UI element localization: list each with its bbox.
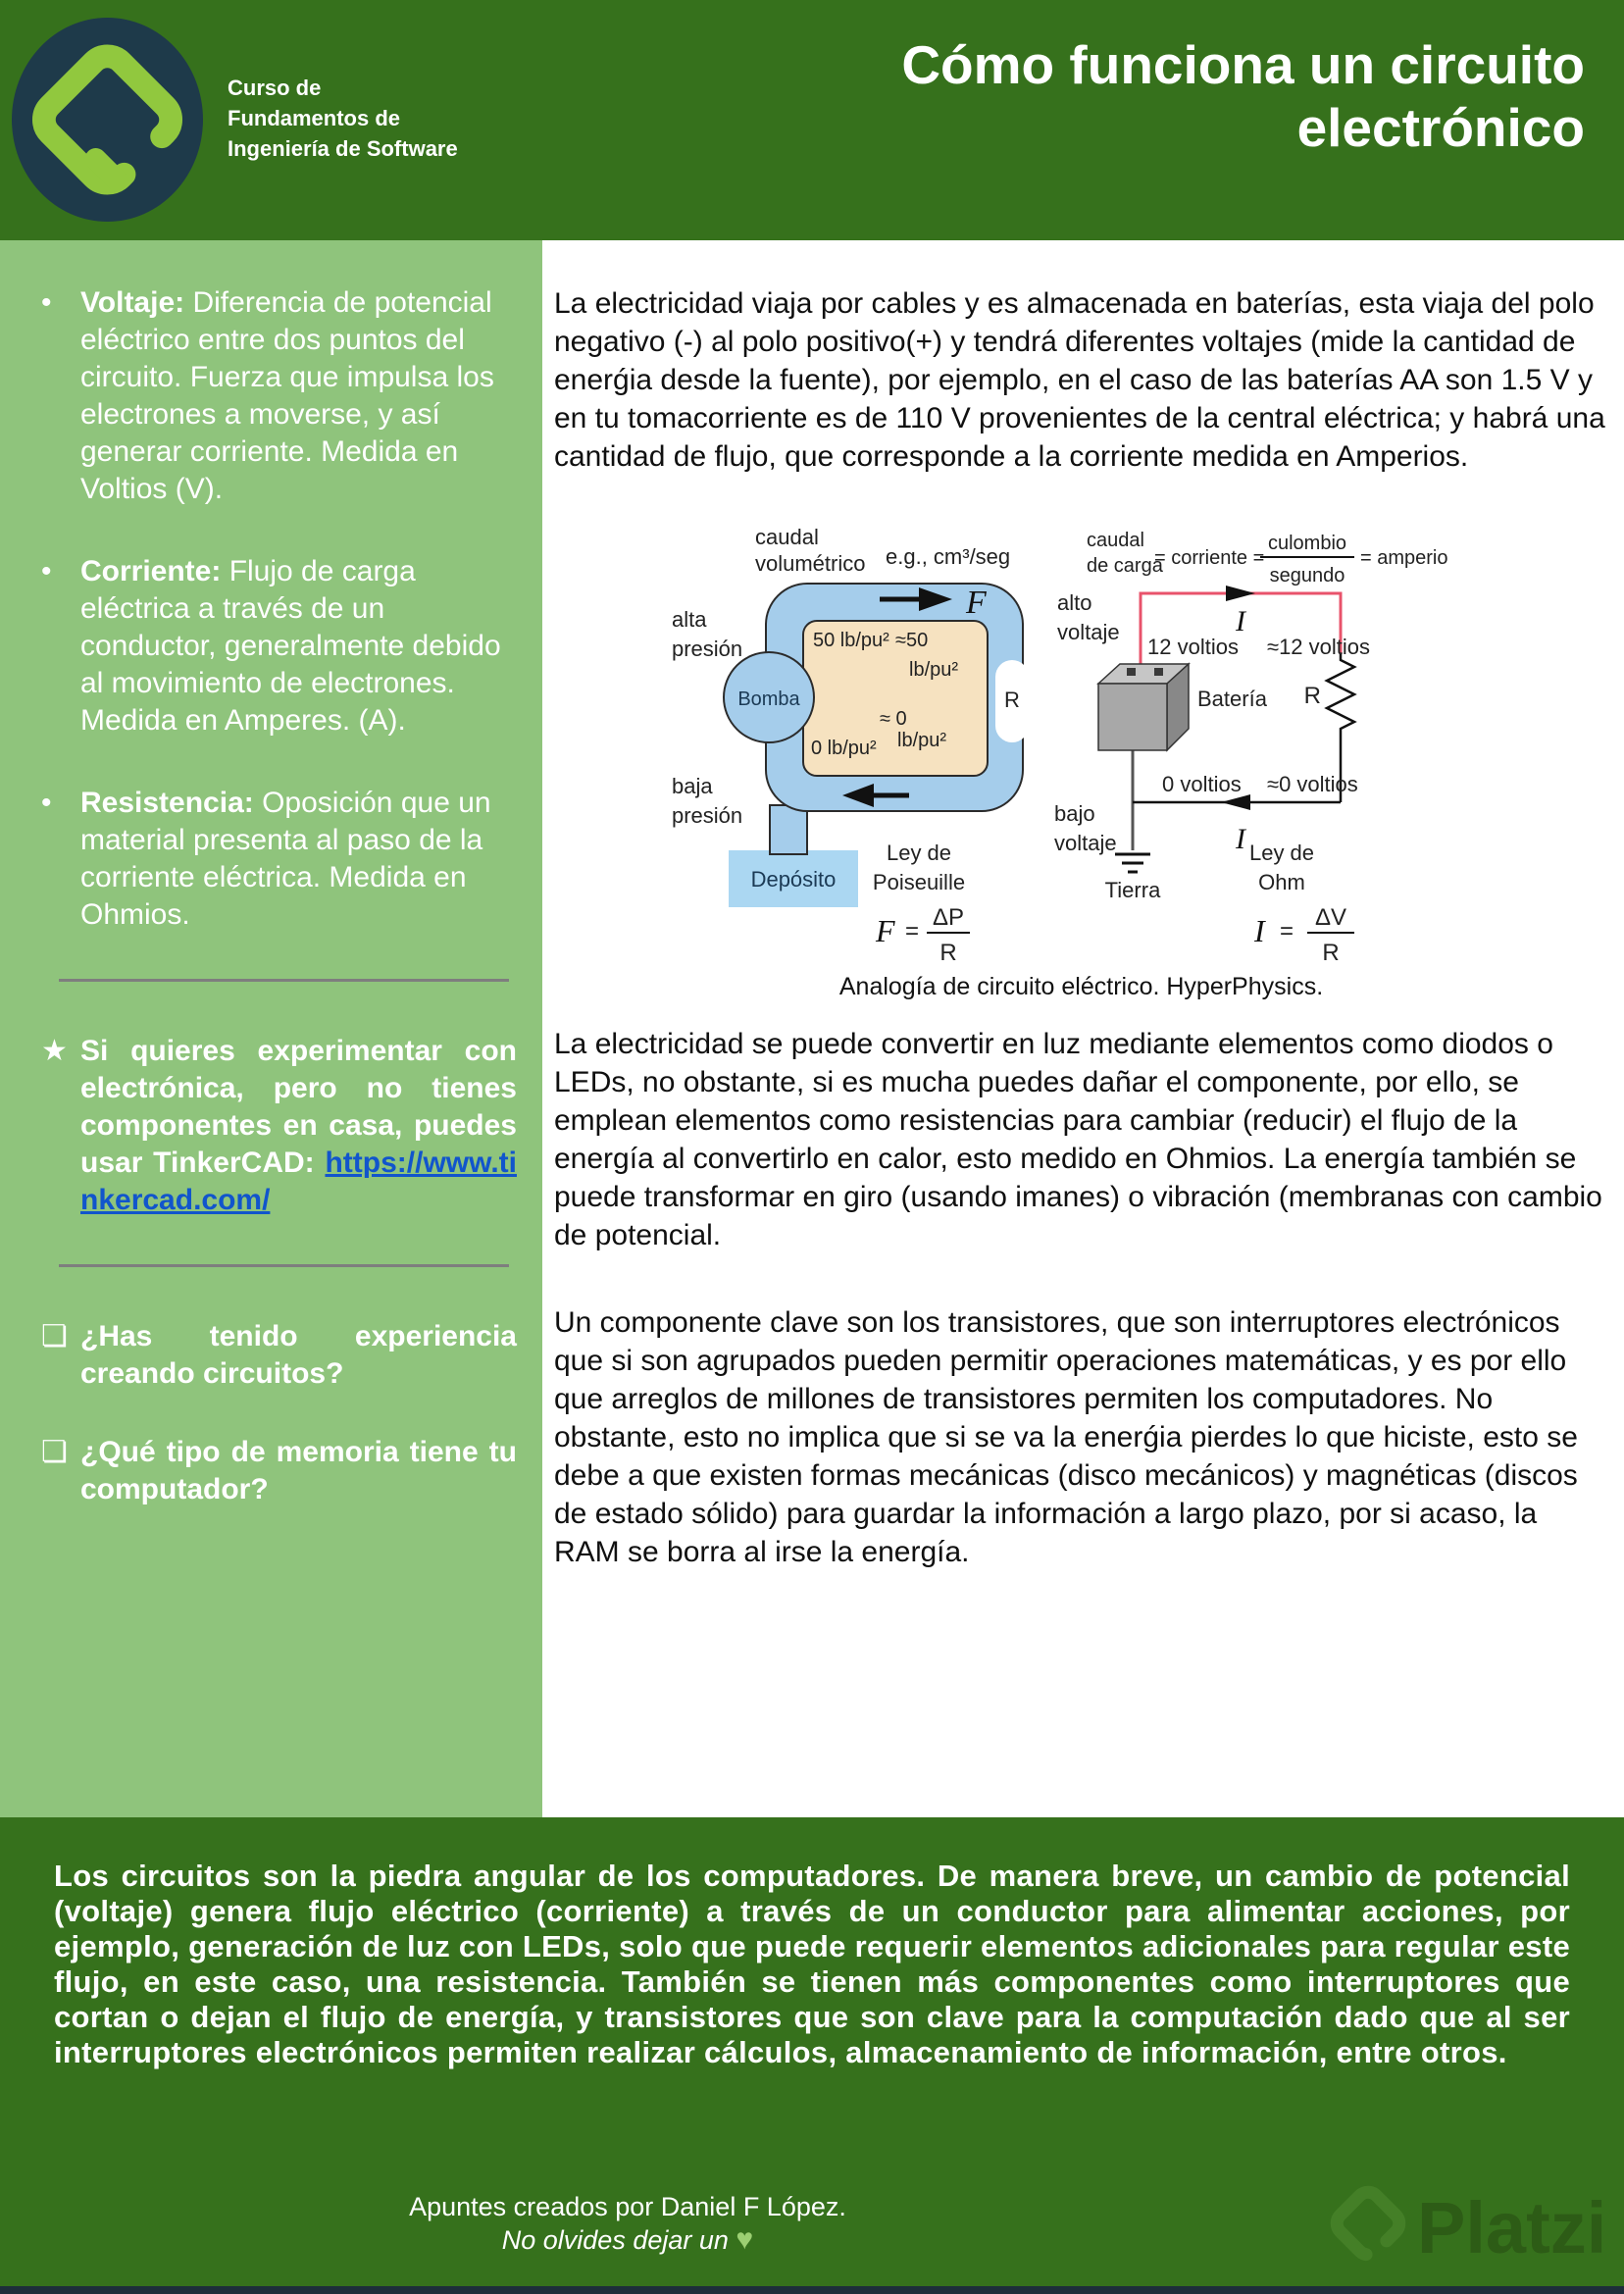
- credit-message: No olvides dejar un: [501, 2225, 729, 2255]
- svg-text:voltaje: voltaje: [1054, 831, 1117, 855]
- svg-text:e.g., cm³/seg: e.g., cm³/seg: [886, 544, 1011, 569]
- svg-text:bajo: bajo: [1054, 801, 1095, 826]
- term-corriente: Corriente:: [80, 555, 222, 587]
- summary-text: Los circuitos son la piedra angular de los computadores. De manera breve, un cambio de potencial (voltaje) genera flujo eléctrico (corriente) a través de un conductor para alimentar acciones, por ejemplo, generación de luz con LEDs, solo que puede requerir elementos adicionales para regular este flujo, en este caso, una resistencia. También se tienen más componentes como interruptores que cortan o dejan el flujo de energía, y transistores que son clave para la computación dado que al ser interruptores electrónicos permiten realizar cálculos, almacenamiento de información, entre otros.: [54, 1859, 1571, 2069]
- svg-text:Ley de: Ley de: [1248, 841, 1315, 865]
- platzi-watermark: [1324, 2165, 1624, 2282]
- svg-text:alta: alta: [672, 607, 707, 632]
- sidebar-item-voltaje: [41, 284, 517, 508]
- svg-text:voltaje: voltaje: [1057, 620, 1120, 644]
- battery-front: [1098, 684, 1167, 750]
- svg-text:segundo: segundo: [1269, 565, 1345, 586]
- svg-text:0 voltios: 0 voltios: [1162, 772, 1242, 796]
- question-text: ¿Has tenido experiencia creando circuitos?: [80, 1320, 517, 1390]
- circuit-analogy-diagram: [554, 505, 1613, 966]
- svg-text:Batería: Batería: [1197, 687, 1267, 711]
- checkbox-icon: ❏: [41, 1436, 68, 1468]
- def-resistencia: Oposición que un material presenta al paso de la corriente eléctrica. Medida en Ohmios.: [80, 787, 491, 931]
- svg-text:Tierra: Tierra: [1104, 878, 1161, 902]
- watermark-brand: Platzi: [1417, 2187, 1607, 2269]
- svg-text:I: I: [1236, 605, 1245, 637]
- svg-text:12 voltios: 12 voltios: [1147, 635, 1239, 659]
- bullet-icon: •: [41, 787, 52, 819]
- svg-text:≈0 voltios: ≈0 voltios: [1267, 772, 1358, 796]
- sidebar-divider: [59, 979, 509, 982]
- sidebar-divider: [59, 1264, 509, 1267]
- paragraph-light: La electricidad se puede convertir en luz mediante elementos como diodos o LEDs, no obstante, si es mucha puedes dañar el componente, por ello, se emplean elementos como resistencias para cambiar (reducir) el flujo de la energía al convertirlo en calor, esto medido en Ohmios. La energía también se puede transformar en giro (usando imanes) o vibración (membranas con cambio de potencial.: [554, 1028, 1602, 1251]
- svg-text:I: I: [1254, 913, 1265, 948]
- title-line1: Cómo funciona un circuito: [901, 34, 1585, 95]
- star-icon: ★: [41, 1035, 68, 1067]
- tinkercad-text: Si quieres experimentar con electrónica, pero no tienes componentes en casa, puedes usar TinkerCAD:: [80, 1035, 517, 1179]
- svg-text:≈50: ≈50: [895, 630, 929, 651]
- resistor-zigzag: [1327, 654, 1354, 737]
- term-resistencia: Resistencia:: [80, 787, 254, 819]
- bullet-icon: •: [41, 286, 52, 319]
- svg-text:culombio: culombio: [1267, 533, 1347, 554]
- svg-text:Ley de: Ley de: [886, 841, 952, 865]
- svg-text:Poiseuille: Poiseuille: [872, 870, 966, 894]
- svg-text:lb/pu²: lb/pu²: [897, 730, 947, 751]
- svg-text:caudal: caudal: [755, 525, 819, 549]
- circuit-analogy-figure: [554, 505, 1608, 1001]
- svg-text:≈12 voltios: ≈12 voltios: [1267, 635, 1371, 659]
- def-corriente: Flujo de carga eléctrica a través de un conductor, generalmente debido al movimiento de electrones. Medida en Amperes. (A).: [80, 555, 501, 737]
- svg-text:presión: presión: [672, 637, 743, 661]
- svg-text:baja: baja: [672, 774, 713, 798]
- paragraph-electricity: La electricidad viaja por cables y es almacenada en baterías, esta viaja del polo negativo (-) al polo positivo(+) y tendrá diferentes voltajes (mide la cantidad de enerǵia desde la fuente), por ejemplo, en el caso de las baterías AA son 1.5 V y en tu tomacorriente es de 110 V provenientes de la central eléctrica; y habrá una cantidad de flujo, que corresponde a la corriente medida en Amperios.: [554, 287, 1605, 473]
- credits: [0, 2190, 1255, 2257]
- svg-text:0 lb/pu²: 0 lb/pu²: [811, 738, 877, 759]
- current-arrow-top: [1226, 586, 1255, 601]
- svg-text:≈ 0: ≈ 0: [880, 708, 907, 730]
- svg-text:ΔV: ΔV: [1314, 904, 1347, 931]
- term-voltaje: Voltaje:: [80, 286, 185, 319]
- course-name: Curso de Fundamentos de Ingeniería de Software: [228, 76, 458, 161]
- sidebar: [0, 240, 542, 1817]
- page-header: [0, 0, 1624, 240]
- svg-text:R: R: [1322, 940, 1340, 966]
- svg-text:F: F: [966, 585, 987, 621]
- svg-text:de carga: de carga: [1087, 555, 1163, 577]
- paragraph-transistors: Un componente clave son los transistores, que son interruptores electrónicos que si son agrupados pueden permitir operaciones matemáticas, y es por ello que arreglos de millones de transistores permiten los computadores. No obstante, esto no implica que si se va la enerǵia pierdes lo que hiciste, esto se debe a que existen formas mecánicas (disco mecánicos) y magnéticas (discos de estado sólido) para guardar la información a largo plazo, por si acaso, la RAM se borra al irse la energía.: [554, 1306, 1578, 1568]
- svg-text:50 lb/pu²: 50 lb/pu²: [813, 630, 889, 651]
- sidebar-item-resistencia: [41, 785, 517, 934]
- svg-text:caudal: caudal: [1087, 530, 1144, 551]
- svg-text:Ohm: Ohm: [1258, 870, 1305, 894]
- bullet-icon: •: [41, 555, 52, 587]
- svg-text:= amperio: = amperio: [1360, 547, 1448, 569]
- svg-text:F: F: [876, 913, 895, 948]
- svg-text:lb/pu²: lb/pu²: [909, 659, 959, 681]
- def-voltaje: Diferencia de potencial eléctrico entre dos puntos del circuito. Fuerza que impulsa los electrones a moverse, y así generar corriente. Medida en Voltios (V).: [80, 286, 494, 505]
- main-content: [542, 240, 1624, 1817]
- title-line2: electrónico: [1296, 97, 1585, 158]
- tinkercad-link[interactable]: https://www.tinkercad.com/: [80, 1147, 517, 1216]
- platzi-diamond-icon: [12, 18, 203, 222]
- question-memory: [41, 1434, 517, 1508]
- svg-text:Depósito: Depósito: [750, 867, 837, 892]
- svg-text:=: =: [1280, 918, 1294, 944]
- tinkercad-note: [41, 1033, 517, 1219]
- platzi-logo: [12, 18, 203, 222]
- current-arrow-bottom: [1221, 794, 1250, 810]
- checkbox-icon: ❏: [41, 1320, 68, 1352]
- credit-author: Apuntes creados por Daniel F López.: [409, 2192, 846, 2221]
- question-circuits: [41, 1318, 517, 1393]
- svg-text:alto: alto: [1057, 590, 1092, 615]
- page-footer: [0, 1817, 1624, 2294]
- svg-text:volumétrico: volumétrico: [755, 551, 866, 576]
- svg-text:= corriente =: = corriente =: [1154, 547, 1265, 569]
- figure-caption: Analogía de circuito eléctrico. HyperPhysics.: [838, 973, 1324, 1000]
- bottom-edge-bar: [0, 2286, 1624, 2294]
- svg-text:I: I: [1236, 823, 1245, 855]
- svg-text:Bomba: Bomba: [737, 688, 800, 710]
- green-heart-icon: ♥: [736, 2223, 754, 2256]
- svg-text:R: R: [939, 940, 957, 966]
- svg-text:presión: presión: [672, 803, 743, 828]
- svg-text:R: R: [1004, 688, 1020, 712]
- svg-text:ΔP: ΔP: [932, 904, 965, 931]
- page-title: [781, 33, 1585, 159]
- sidebar-item-corriente: [41, 553, 517, 739]
- svg-text:R: R: [1303, 683, 1321, 709]
- question-text: ¿Qué tipo de memoria tiene tu computador?: [80, 1436, 517, 1505]
- svg-text:=: =: [905, 918, 920, 944]
